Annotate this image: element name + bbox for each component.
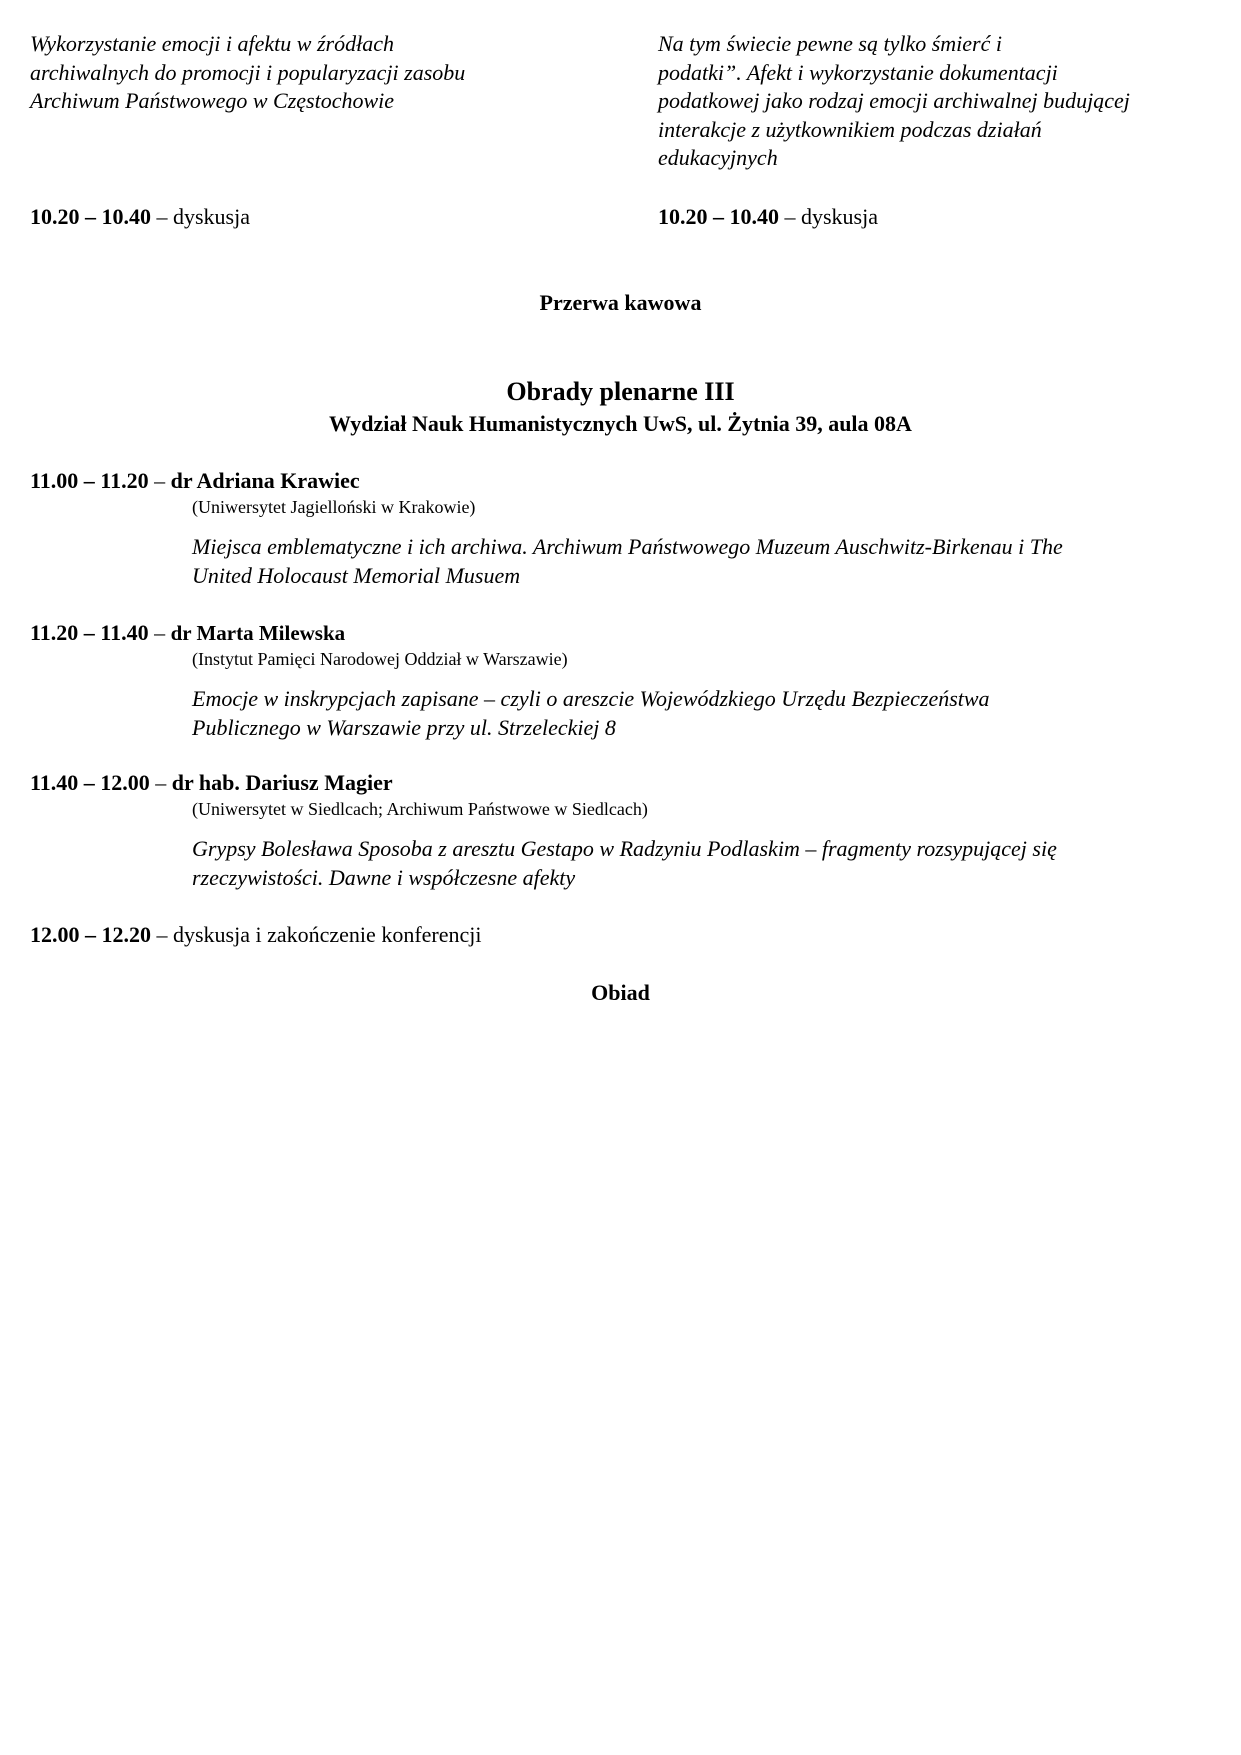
title-line: podatkowej jako rodzaj emocji archiwalnej budującej	[658, 88, 1130, 113]
talk-time: 11.00 – 11.20	[30, 468, 149, 493]
talk-2-header	[30, 619, 345, 647]
plenary-location: Wydział Nauk Humanistycznych UwS, ul. Żytnia 39, aula 08A	[329, 411, 912, 436]
time-label: – dyskusja i zakończenie konferencji	[151, 922, 482, 947]
time-label: – dyskusja	[151, 204, 250, 229]
right-discussion-line	[658, 203, 878, 231]
plenary-title: Obrady plenarne III	[506, 377, 735, 406]
coffee-break-heading: Przerwa kawowa	[539, 290, 702, 315]
time-range: 12.00 – 12.20	[30, 922, 151, 947]
talk-3-title	[192, 834, 1057, 892]
time-label: – dyskusja	[779, 204, 878, 229]
talk-2-title	[192, 684, 990, 742]
left-session-talk-title	[30, 30, 465, 116]
title-line: Wykorzystanie emocji i afektu w źródłach	[30, 31, 394, 56]
title-line: interakcje z użytkownikiem podczas działań	[658, 116, 1042, 142]
time-range: 10.20 – 10.40	[30, 204, 151, 229]
speaker-affiliation: (Uniwersytet w Siedlcach; Archiwum Państwowe w Siedlcach)	[192, 799, 648, 819]
talk-dash: –	[148, 620, 171, 645]
title-line: archiwalnych do promocji i popularyzacji zasobu	[30, 59, 466, 85]
speaker-name: dr Adriana Krawiec	[170, 468, 360, 493]
speaker-affiliation: (Instytut Pamięci Narodowej Oddział w Warszawie)	[192, 649, 568, 669]
title-line: rzeczywistości. Dawne i współczesne afekty	[192, 865, 576, 890]
title-line: Grypsy Bolesława Sposoba z aresztu Gestapo w Radzyniu Podlaskim – fragmenty rozsypującej się	[192, 836, 1057, 861]
title-line: Na tym świecie pewne są tylko śmierć i	[658, 31, 1002, 56]
title-line: edukacyjnych	[658, 145, 778, 170]
title-line: Emocje w inskrypcjach zapisane – czyli o areszcie Wojewódzkiego Urzędu Bezpieczeństwa	[192, 686, 990, 711]
time-range: 10.20 – 10.40	[658, 204, 779, 229]
talk-1-header	[30, 467, 360, 495]
talk-dash: –	[149, 770, 172, 795]
closing-discussion-line	[30, 921, 481, 949]
title-line: Publicznego w Warszawie przy ul. Strzeleckiej 8	[192, 715, 616, 740]
left-discussion-line	[30, 203, 250, 231]
title-line: Miejsca emblematyczne i ich archiwa. Archiwum Państwowego Muzeum Auschwitz-Birkenau i The	[192, 534, 1063, 559]
talk-3-header	[30, 769, 393, 797]
speaker-name: dr Marta Milewska	[170, 621, 346, 645]
speaker-affiliation: (Uniwersytet Jagielloński w Krakowie)	[192, 497, 476, 517]
talk-time: 11.40 – 12.00	[30, 770, 150, 795]
title-line: United Holocaust Memorial Musuem	[192, 563, 521, 588]
lunch-heading: Obiad	[591, 980, 650, 1005]
talk-1-title	[192, 532, 1063, 590]
title-line: Archiwum Państwowego w Częstochowie	[30, 88, 395, 113]
talk-time: 11.20 – 11.40	[30, 620, 149, 645]
right-session-talk-title	[658, 30, 1130, 173]
talk-dash: –	[148, 468, 171, 493]
title-line: podatki”. Afekt i wykorzystanie dokumentacji	[658, 59, 1058, 85]
speaker-name: dr hab. Dariusz Magier	[171, 770, 393, 795]
